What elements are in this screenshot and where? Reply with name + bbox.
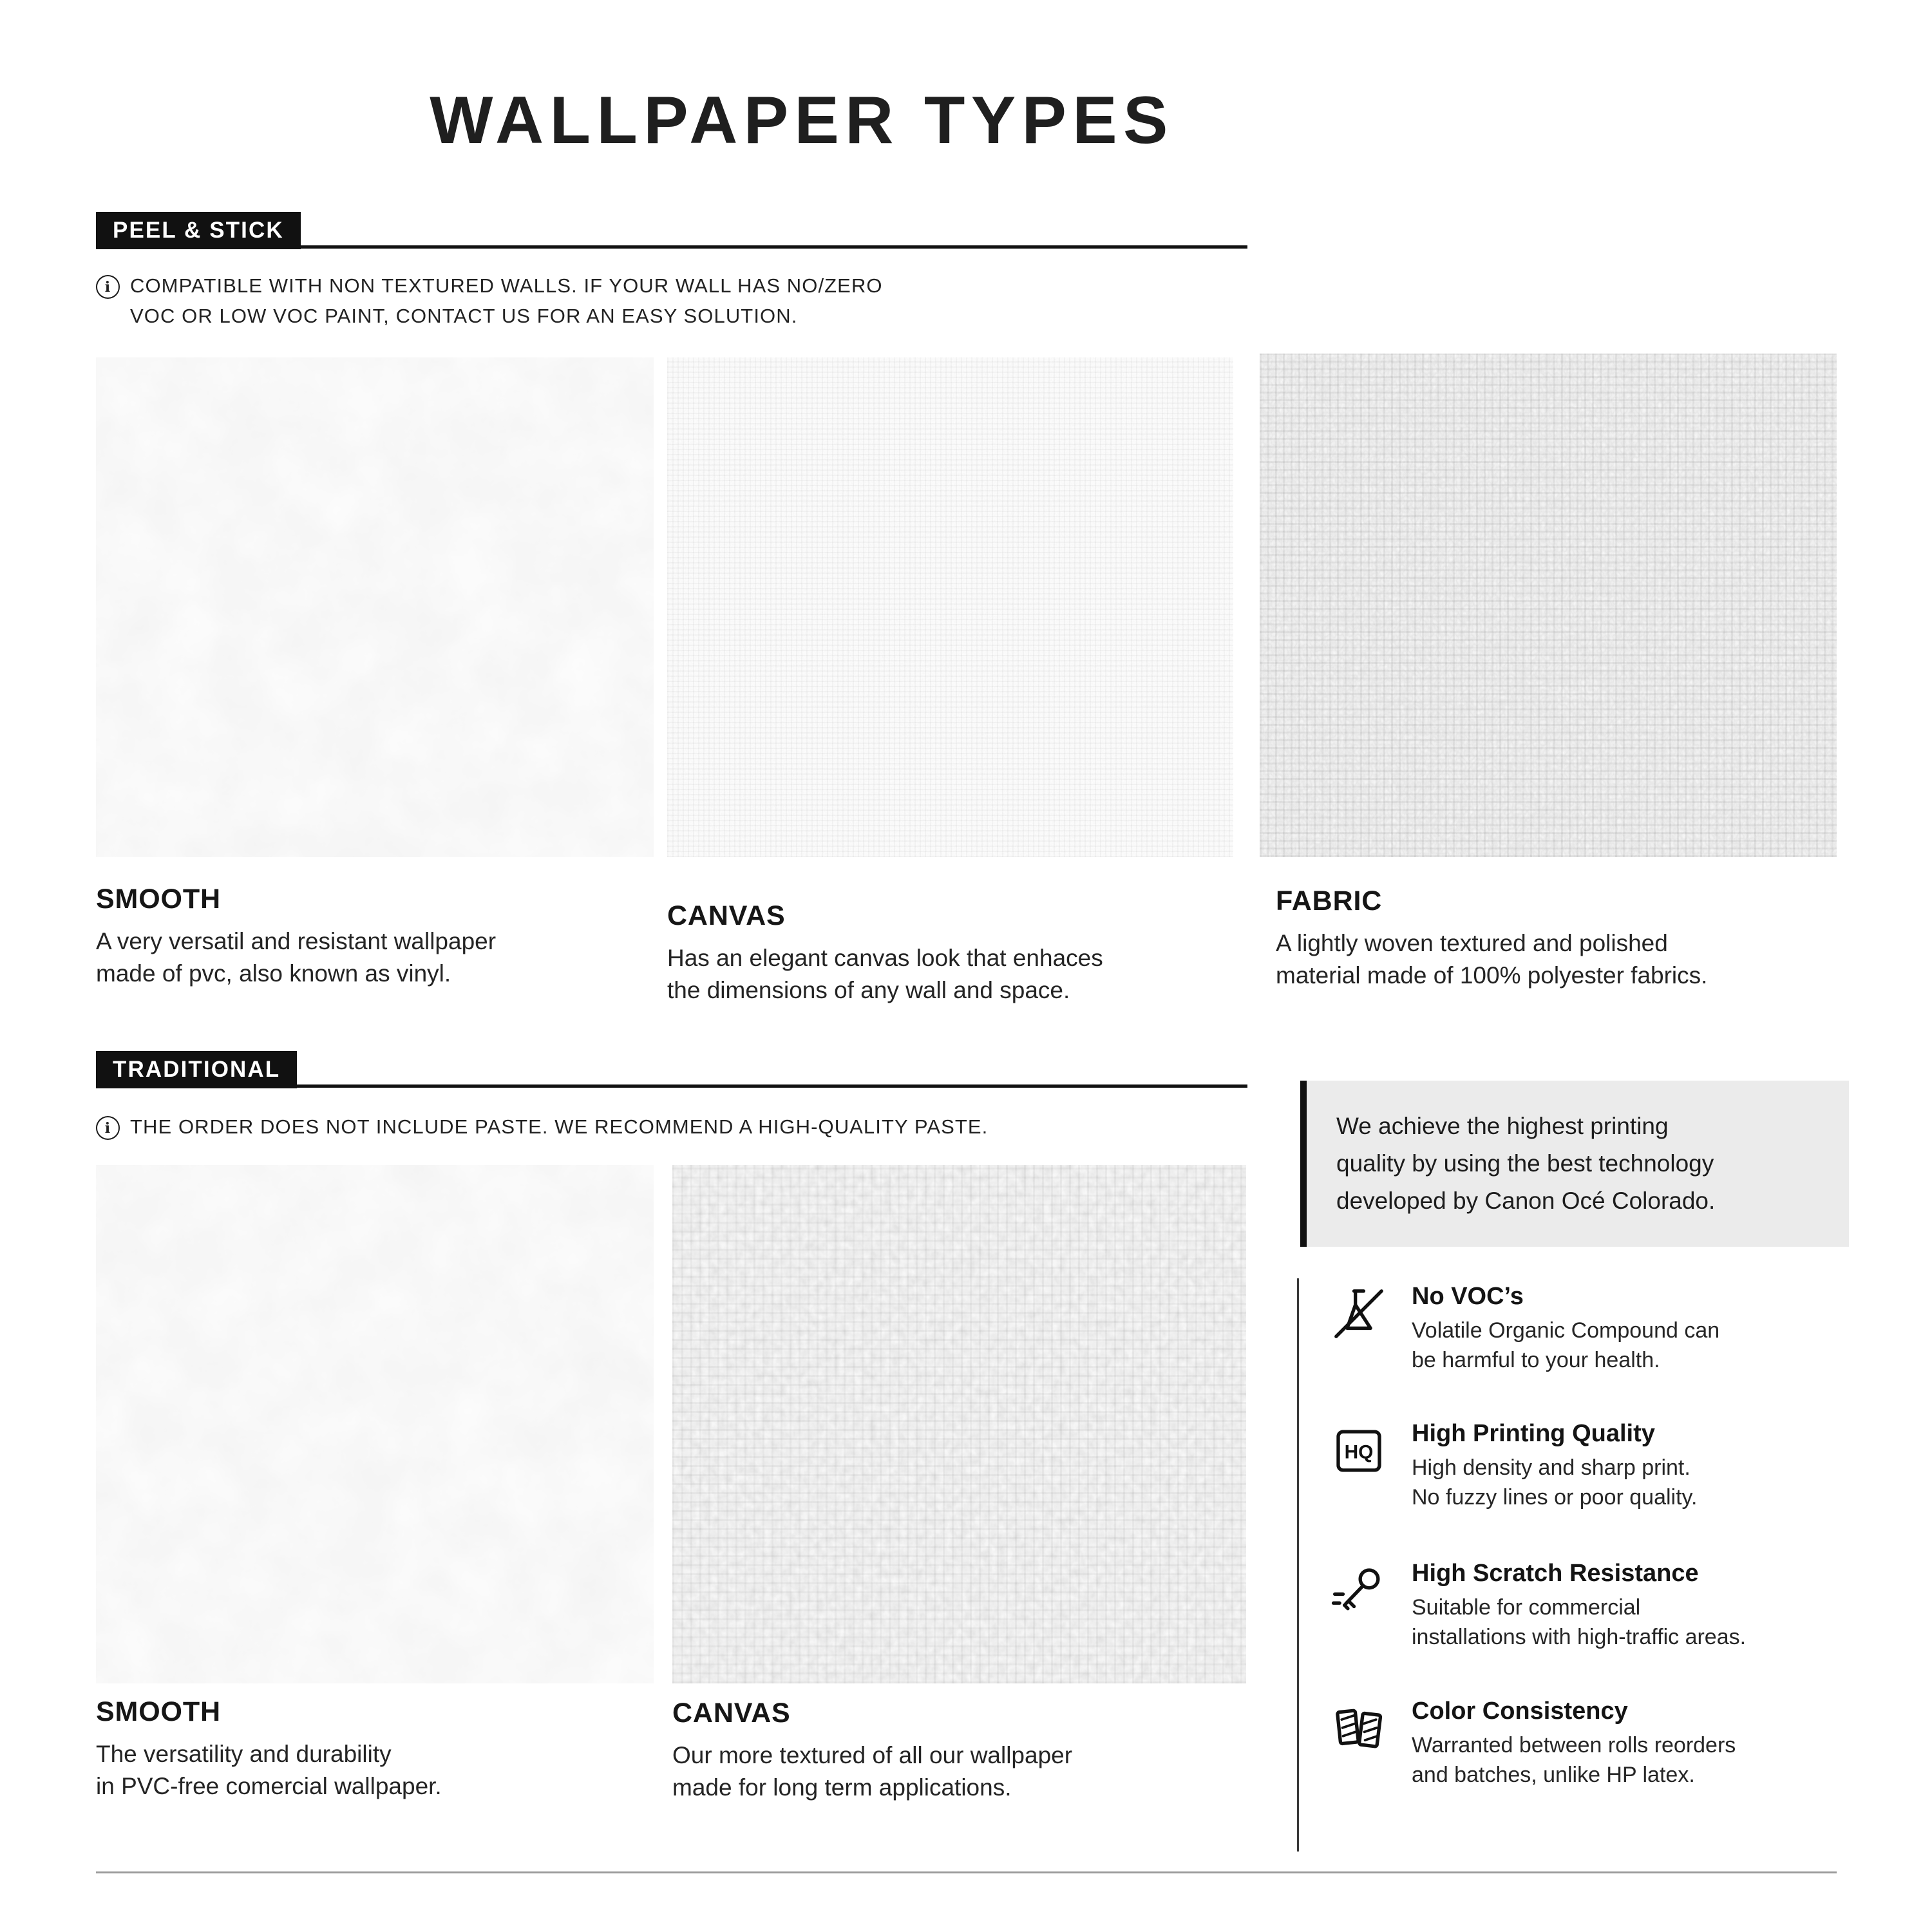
feature-text xyxy=(1412,1283,1719,1375)
feature-high-printing-quality xyxy=(1328,1420,1862,1512)
info-icon: i xyxy=(96,275,120,299)
feature-desc-line: No fuzzy lines or poor quality. xyxy=(1412,1485,1698,1510)
feature-desc-line: Suitable for commercial xyxy=(1412,1595,1641,1620)
note-peel-stick xyxy=(96,270,883,331)
swatch-desc xyxy=(96,925,624,990)
feature-desc-line: High density and sharp print. xyxy=(1412,1455,1690,1480)
feature-title: Color Consistency xyxy=(1412,1698,1628,1725)
swatch-desc-line: made for long term applications. xyxy=(672,1774,1012,1801)
texture-swatch-peel-canvas xyxy=(667,357,1233,857)
note-text xyxy=(130,270,883,331)
feature-title: High Scratch Resistance xyxy=(1412,1560,1699,1587)
texture-swatch-peel-smooth xyxy=(96,357,654,857)
feature-desc-line: installations with high-traffic areas. xyxy=(1412,1625,1747,1649)
swatch-desc-line: Our more textured of all our wallpaper xyxy=(672,1742,1073,1768)
texture-swatch-traditional-smooth xyxy=(96,1165,654,1683)
info-icon: i xyxy=(96,1116,120,1140)
feature-no-voc xyxy=(1328,1283,1862,1375)
swatch-desc xyxy=(1276,927,1862,992)
rough-canvas-weave-overlay xyxy=(672,1165,1246,1683)
swatch-desc-line: the dimensions of any wall and space. xyxy=(667,977,1070,1003)
section-header-peel-stick xyxy=(96,209,1247,249)
section-header-traditional xyxy=(96,1048,1247,1088)
texture-swatch-peel-fabric xyxy=(1260,354,1837,857)
section-label-traditional: TRADITIONAL xyxy=(96,1051,297,1088)
hq-icon xyxy=(1328,1420,1390,1482)
feature-desc xyxy=(1412,1730,1736,1790)
swatch-desc-line: in PVC-free comercial wallpaper. xyxy=(96,1773,442,1799)
quality-note-line: We achieve the highest printing xyxy=(1336,1113,1669,1139)
swatch-desc-line: Has an elegant canvas look that enhaces xyxy=(667,945,1103,971)
note-traditional xyxy=(96,1112,988,1142)
features-rail xyxy=(1297,1278,1299,1852)
feature-desc xyxy=(1412,1593,1746,1652)
swatch-caption-peel-canvas xyxy=(667,900,1250,1007)
feature-color-consistency xyxy=(1328,1698,1862,1790)
swatch-name: CANVAS xyxy=(667,900,786,931)
bottom-divider xyxy=(96,1871,1837,1873)
swatch-name: SMOOTH xyxy=(96,1696,221,1727)
feature-text xyxy=(1412,1420,1697,1512)
swatch-desc-line: The versatility and durability xyxy=(96,1741,392,1767)
swatch-desc-line: made of pvc, also known as vinyl. xyxy=(96,960,451,987)
swatch-desc xyxy=(96,1738,547,1803)
feature-text xyxy=(1412,1698,1736,1790)
canvas-weave-overlay xyxy=(667,357,1233,857)
note-line-1: THE ORDER DOES NOT INCLUDE PASTE. WE RECOMMEND A HIGH-QUALITY PASTE. xyxy=(130,1115,989,1138)
feature-title: High Printing Quality xyxy=(1412,1420,1655,1447)
fabric-weave-overlay xyxy=(1260,354,1837,857)
no-voc-icon xyxy=(1328,1283,1390,1345)
swatch-caption-peel-smooth xyxy=(96,884,624,990)
swatch-name: FABRIC xyxy=(1276,886,1383,916)
swatch-desc-line: A lightly woven textured and polished xyxy=(1276,930,1668,956)
note-line-1: COMPATIBLE WITH NON TEXTURED WALLS. IF YOUR WALL HAS NO/ZERO xyxy=(130,274,883,297)
feature-desc-line: Volatile Organic Compound can xyxy=(1412,1318,1720,1343)
color-consistency-icon xyxy=(1328,1698,1390,1759)
feature-text xyxy=(1412,1560,1746,1652)
texture-swatch-traditional-canvas xyxy=(672,1165,1246,1683)
feature-desc-line: Warranted between rolls reorders xyxy=(1412,1733,1736,1757)
hq-icon-label: HQ xyxy=(1344,1441,1374,1463)
printing-quality-note xyxy=(1300,1081,1849,1247)
feature-desc-line: and batches, unlike HP latex. xyxy=(1412,1763,1695,1787)
swatch-caption-peel-fabric xyxy=(1276,886,1862,992)
quality-note-line: quality by using the best technology xyxy=(1336,1150,1714,1177)
swatch-desc-line: material made of 100% polyester fabrics. xyxy=(1276,962,1708,989)
scratch-resistance-icon xyxy=(1328,1560,1390,1622)
note-line-2: VOC OR LOW VOC PAINT, CONTACT US FOR AN EASY SOLUTION. xyxy=(130,305,798,327)
swatch-desc-line: A very versatil and resistant wallpaper xyxy=(96,928,497,954)
swatch-desc xyxy=(667,942,1250,1007)
feature-high-scratch-resistance xyxy=(1328,1560,1862,1652)
swatch-caption-traditional-smooth xyxy=(96,1696,547,1803)
swatch-caption-traditional-canvas xyxy=(672,1698,1239,1804)
quality-note-line: developed by Canon Océ Colorado. xyxy=(1336,1188,1716,1214)
note-text xyxy=(130,1112,988,1142)
swatch-name: SMOOTH xyxy=(96,884,221,914)
feature-title: No VOC’s xyxy=(1412,1283,1524,1310)
feature-desc xyxy=(1412,1453,1697,1512)
feature-desc-line: be harmful to your health. xyxy=(1412,1348,1660,1372)
feature-desc xyxy=(1412,1316,1719,1375)
page-title: WALLPAPER TYPES xyxy=(430,83,1174,158)
section-label-peel-stick: PEEL & STICK xyxy=(96,212,301,249)
swatch-desc xyxy=(672,1739,1239,1804)
swatch-name: CANVAS xyxy=(672,1698,791,1728)
